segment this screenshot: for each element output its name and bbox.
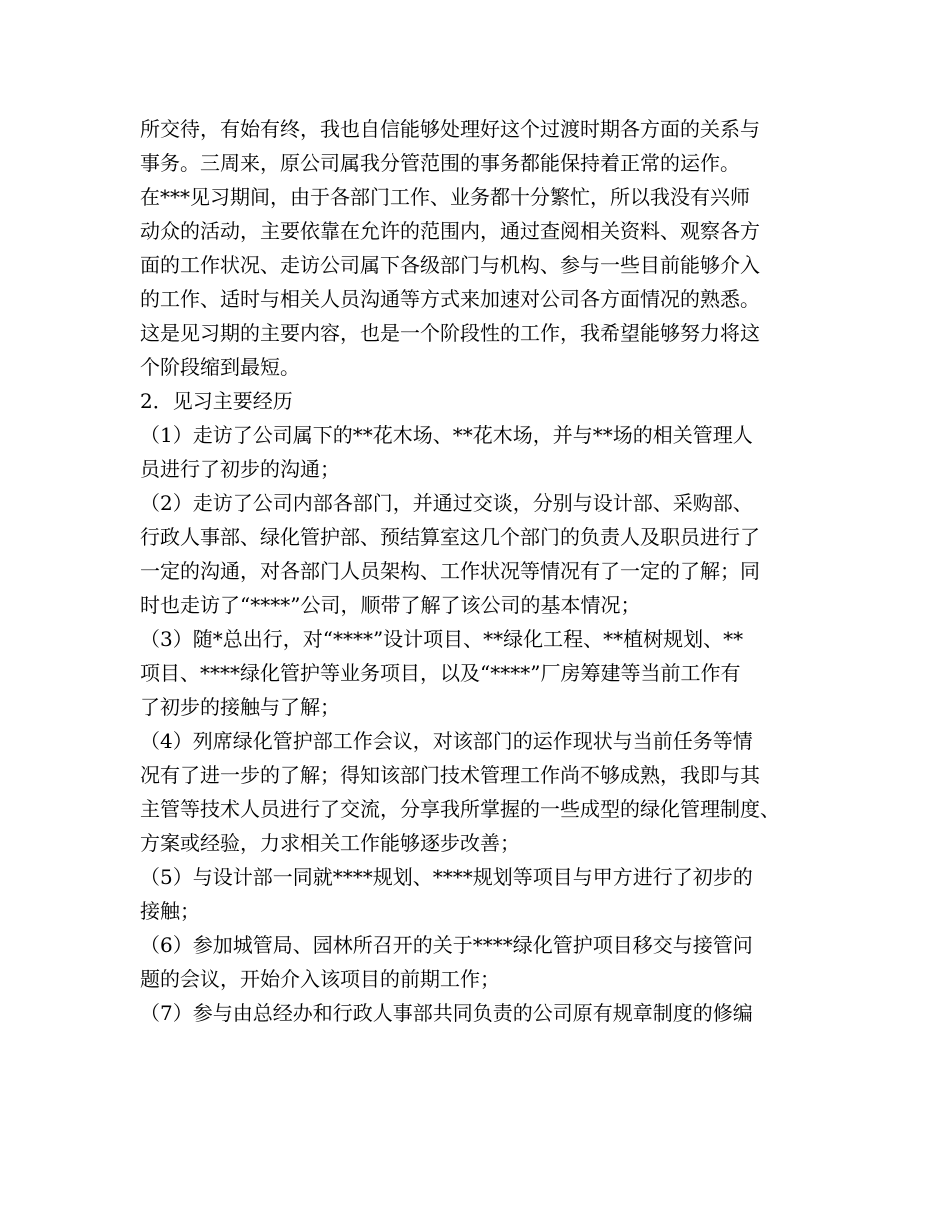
list-item-line: 况有了进一步的了解；得知该部门技术管理工作尚不够成熟，我即与其	[140, 763, 760, 787]
text-line: 面的工作状况、走访公司属下各级部门与机构、参与一些目前能够介入	[140, 253, 760, 277]
list-item-line: 接触；	[140, 899, 200, 923]
text-line: 个阶段缩到最短。	[140, 355, 300, 379]
text-line: 在***见习期间，由于各部门工作、业务都十分繁忙，所以我没有兴师	[140, 185, 750, 209]
text-line: 的工作、适时与相关人员沟通等方式来加速对公司各方面情况的熟悉。	[140, 287, 760, 311]
list-item-line: 项目、****绿化管护等业务项目，以及“****”厂房筹建等当前工作有	[140, 661, 741, 685]
list-item-line: 题的会议，开始介入该项目的前期工作；	[140, 967, 500, 991]
text-line: 所交待，有始有终，我也自信能够处理好这个过渡时期各方面的关系与	[140, 117, 760, 141]
list-item-line: （7）参与由总经办和行政人事部共同负责的公司原有规章制度的修编	[140, 1001, 753, 1025]
list-item-line: 主管等技术人员进行了交流，分享我所掌握的一些成型的绿化管理制度、	[140, 797, 780, 821]
list-item-line: 时也走访了“****”公司，顺带了解了该公司的基本情况；	[140, 593, 641, 617]
document-body	[140, 112, 820, 1030]
text-line: 这是见习期的主要内容，也是一个阶段性的工作，我希望能够努力将这	[140, 321, 760, 345]
list-item-line: （4）列席绿化管护部工作会议，对该部门的运作现状与当前任务等情	[140, 729, 753, 753]
list-item-line: 了初步的接触与了解；	[140, 695, 340, 719]
list-item-line: 一定的沟通，对各部门人员架构、工作状况等情况有了一定的了解；同	[140, 559, 760, 583]
list-item-line: （1）走访了公司属下的**花木场、**花木场，并与**场的相关管理人	[140, 423, 753, 447]
list-item-line: （3）随*总出行，对“****”设计项目、**绿化工程、**植树规划、**	[140, 627, 744, 651]
text-line: 动众的活动，主要依靠在允许的范围内，通过查阅相关资料、观察各方	[140, 219, 760, 243]
list-item-line: 方案或经验，力求相关工作能够逐步改善；	[140, 831, 520, 855]
list-item-line: 行政人事部、绿化管护部、预结算室这几个部门的负责人及职员进行了	[140, 525, 760, 549]
list-item-line: （5）与设计部一同就****规划、****规划等项目与甲方进行了初步的	[140, 865, 753, 889]
list-item-line: （2）走访了公司内部各部门，并通过交谈，分别与设计部、采购部、	[140, 491, 753, 515]
section-heading: 2．见习主要经历	[140, 389, 293, 413]
list-item-line: 员进行了初步的沟通；	[140, 457, 340, 481]
text-line: 事务。三周来，原公司属我分管范围的事务都能保持着正常的运作。	[140, 151, 740, 175]
list-item-line: （6）参加城管局、园林所召开的关于****绿化管护项目移交与接管问	[140, 933, 753, 957]
